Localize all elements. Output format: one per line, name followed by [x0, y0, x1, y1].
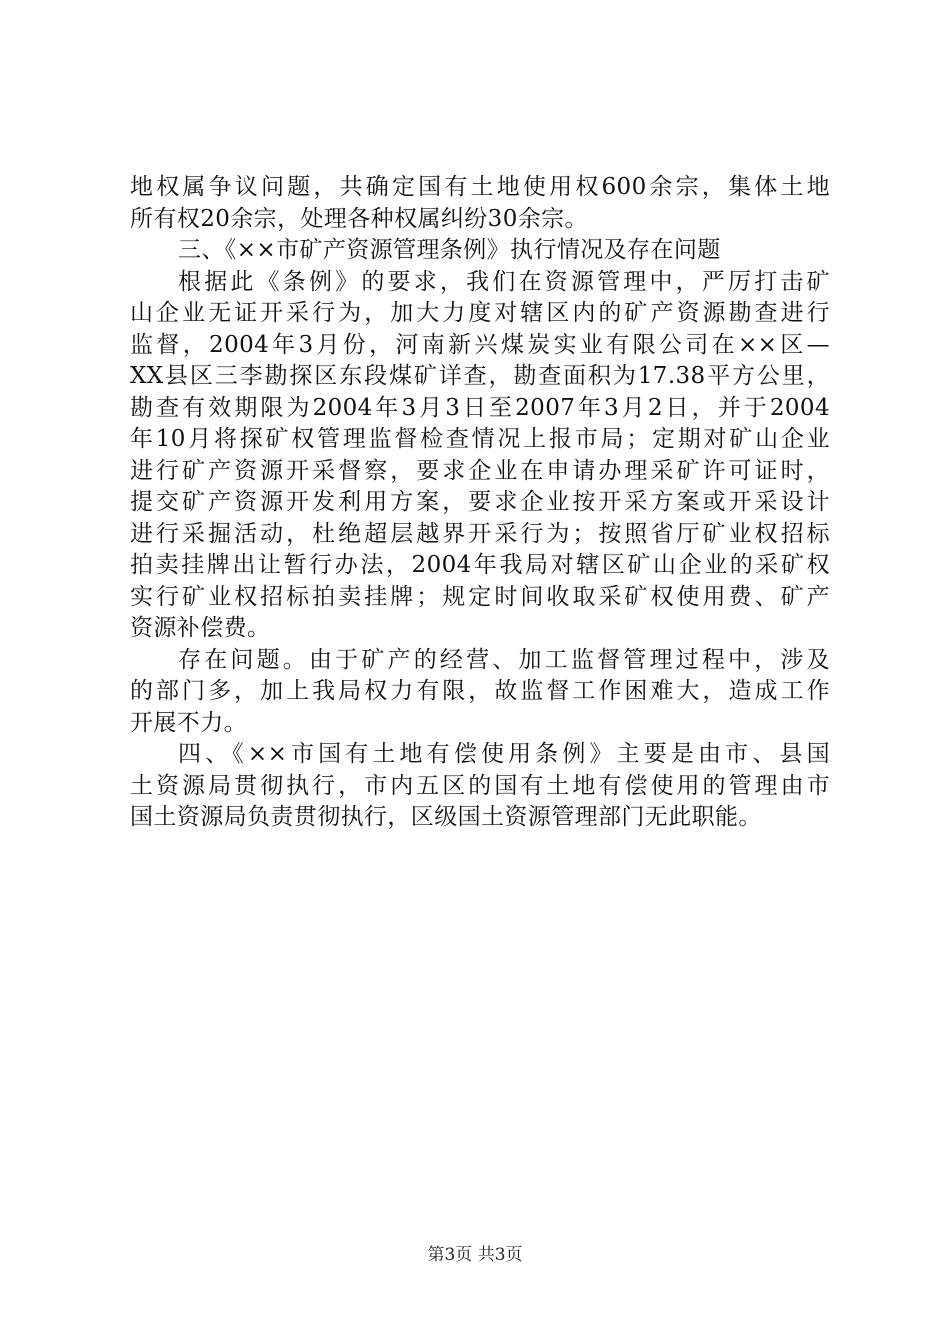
text-line: 提交矿产资源开发利用方案，要求企业按开采方案或开采设计	[130, 489, 830, 515]
text-line: 拍卖挂牌出让暂行办法，2004年我局对辖区矿山企业的采矿权	[130, 552, 830, 578]
text-line: 地权属争议问题，共确定国有土地使用权600余宗，集体土地	[130, 174, 830, 200]
text-line: 所有权20余宗，处理各种权属纠纷30余宗。	[130, 205, 588, 232]
text-line: XX县区三李勘探区东段煤矿详查，勘查面积为17.38平方公里，	[130, 363, 830, 389]
document-body	[130, 172, 830, 834]
text-line: 的部门多，加上我局权力有限，故监督工作困难大，造成工作	[130, 678, 830, 704]
text-line: 年10月将探矿权管理监督检查情况上报市局；定期对矿山企业	[130, 426, 830, 452]
text-line: 土资源局贯彻执行，市内五区的国有土地有偿使用的管理由市	[130, 772, 830, 799]
text-line: 勘查有效期限为2004年3月3日至2007年3月2日，并于2004	[130, 394, 830, 421]
text-line: 开展不力。	[130, 709, 247, 736]
text-line: 进行采掘活动，杜绝超层越界开采行为；按照省厅矿业权招标	[130, 520, 830, 547]
page-footer: 第3页 共3页	[427, 1245, 523, 1265]
text-line: 进行矿产资源开采督察，要求企业在申请办理采矿许可证时，	[130, 457, 830, 484]
text-line: 实行矿业权招标拍卖挂牌；规定时间收取采矿权使用费、矿产	[130, 583, 830, 610]
text-line: 国土资源局负责贯彻执行，区级国土资源管理部门无此职能。	[130, 804, 762, 830]
text-line: 四、《××市国有土地有偿使用条例》主要是由市、县国	[178, 741, 830, 767]
text-line: 根据此《条例》的要求，我们在资源管理中，严厉打击矿	[178, 268, 830, 295]
text-line: 存在问题。由于矿产的经营、加工监督管理过程中，涉及	[178, 646, 830, 673]
text-line: 资源补偿费。	[130, 615, 271, 641]
text-line: 山企业无证开采行为，加大力度对辖区内的矿产资源勘查进行	[130, 300, 830, 326]
text-line: 监督，2004年3月份，河南新兴煤炭实业有限公司在××区—	[130, 331, 830, 358]
text-line: 三、《××市矿产资源管理条例》执行情况及存在问题	[178, 237, 721, 263]
